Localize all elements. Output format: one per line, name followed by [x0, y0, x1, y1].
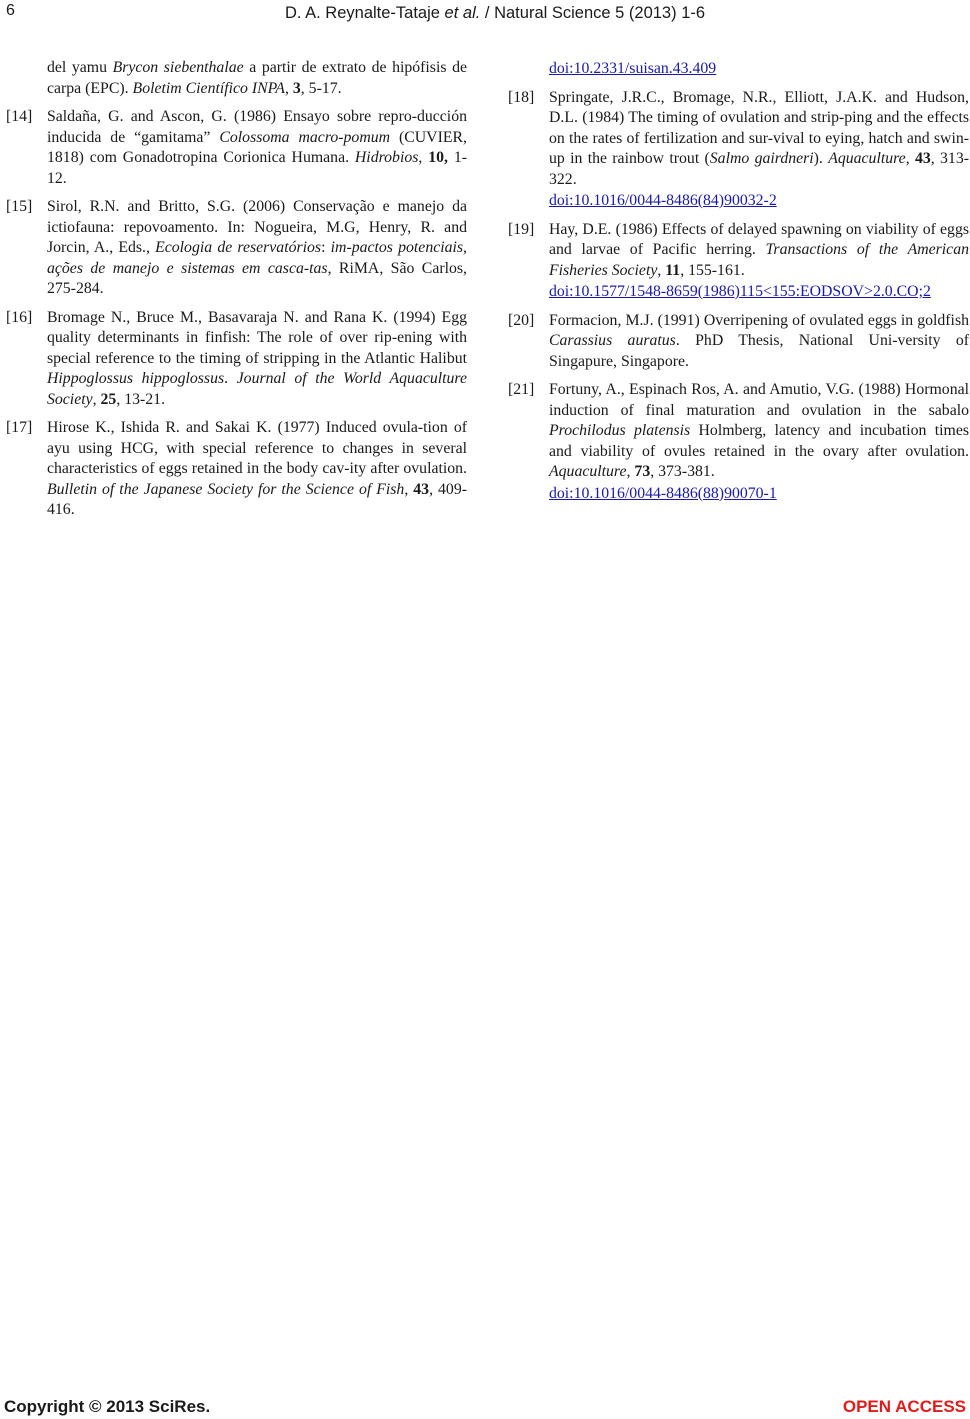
header-et-al: et al. [444, 4, 481, 22]
doi-link[interactable]: doi:10.1016/0044-8486(84)90032-2 [549, 192, 777, 209]
reference-17-doi-continuation [508, 58, 969, 80]
reference-number: [16] [6, 308, 33, 326]
reference-19: [19] Hay, D.E. (1986) Effects of delayed spawning on viability of eggs and larvae of Pacific herring. Transactions of the American Fisheries Society, 11, 155-161. doi:10.1577/1548-8659(1986)115<155:EODSOV>2.0.CO;2 [508, 220, 969, 303]
footer-copyright: Copyright © 2013 SciRes. [4, 1397, 211, 1416]
reference-21: [21] Fortuny, A., Espinach Ros, A. and Amutio, V.G. (1988) Hormonal induction of final maturation and ovulation in the sabalo Prochilodus platensis Holmberg, latency and incubation times and viability of ovules retained in the ovary after ovulation. Aquaculture, 73, 373-381. doi:10.1016/0044-8486(88)90070-1 [508, 380, 969, 504]
running-header [0, 4, 970, 23]
page-number: 6 [6, 2, 15, 19]
reference-14: [14] Saldaña, G. and Ascon, G. (1986) Ensayo sobre repro-ducción inducida de “gamitama” Colossoma macro-pomum (CUVIER, 1818) com Gonadotropina Corionica Humana. Hidrobios, 10, 1-12. [6, 108, 467, 187]
right-column [508, 58, 969, 512]
reference-number: [19] [508, 220, 535, 238]
reference-18: [18] Springate, J.R.C., Bromage, N.R., Elliott, J.A.K. and Hudson, D.L. (1984) The timing of ovulation and strip-ping and the effects on the rates of fertilization and sur-vival to eying, hatch and swin-up in the rainbow trout (Salmo gairdneri). Aquaculture, 43, 313-322. doi:10.1016/0044-8486(84)90032-2 [508, 88, 969, 212]
header-authors: D. A. Reynalte-Tataje [284, 4, 440, 22]
doi-link[interactable]: doi:10.1577/1548-8659(1986)115<155:EODSOV>2.0.CO;2 [549, 283, 931, 300]
reference-number: [17] [6, 419, 33, 436]
reference-15: [15] Sirol, R.N. and Britto, S.G. (2006) Conservação e manejo da ictiofauna: repovoamento. In: Nogueira, M.G, Henry, R. and Jorcin, A., Eds., Ecologia de reservatórios: im-pactos potenciais, ações de manejo e sistemas em casca-tas, RiMA, São Carlos, 275-284. [6, 198, 467, 297]
reference-number: [15] [6, 198, 33, 215]
reference-13-continuation: del yamu Brycon siebenthalae a partir de extrato de hipófisis de carpa (EPC). Boletim Científico INPA, 3, 5-17. [47, 59, 467, 97]
reference-number: [18] [508, 88, 535, 106]
reference-20: [20] Formacion, M.J. (1991) Overripening of ovulated eggs in goldfish Carassius auratus. PhD Thesis, National Uni-versity of Singapure, Singapore. [508, 311, 969, 370]
doi-link[interactable]: doi:10.1016/0044-8486(88)90070-1 [549, 484, 777, 502]
doi-link[interactable]: doi:10.2331/suisan.43.409 [549, 60, 717, 77]
reference-16: [16] Bromage N., Bruce M., Basavaraja N. and Rana K. (1994) Egg quality determinants in finfish: The role of over rip-ening with special reference to the timing of stripping in the Atlantic Halibut Hippoglossus hippoglossus. Journal of the World Aquaculture Society, 25, 13-21. [6, 308, 467, 408]
header-journal: / Natural Science 5 (2013) 1-6 [484, 4, 706, 22]
footer-open-access: OPEN ACCESS [842, 1397, 966, 1416]
reference-number: [20] [508, 311, 535, 329]
reference-17: [17] Hirose K., Ishida R. and Sakai K. (1977) Induced ovula-tion of ayu using HCG, with special reference to changes in several characteristics of eggs retained in the body cav-ity after ovulation. Bulletin of the Japanese Society for the Science of Fish, 43, 409-416. [6, 419, 467, 518]
reference-number: [14] [6, 108, 33, 125]
left-column [6, 58, 467, 529]
reference-number: [21] [508, 381, 535, 398]
